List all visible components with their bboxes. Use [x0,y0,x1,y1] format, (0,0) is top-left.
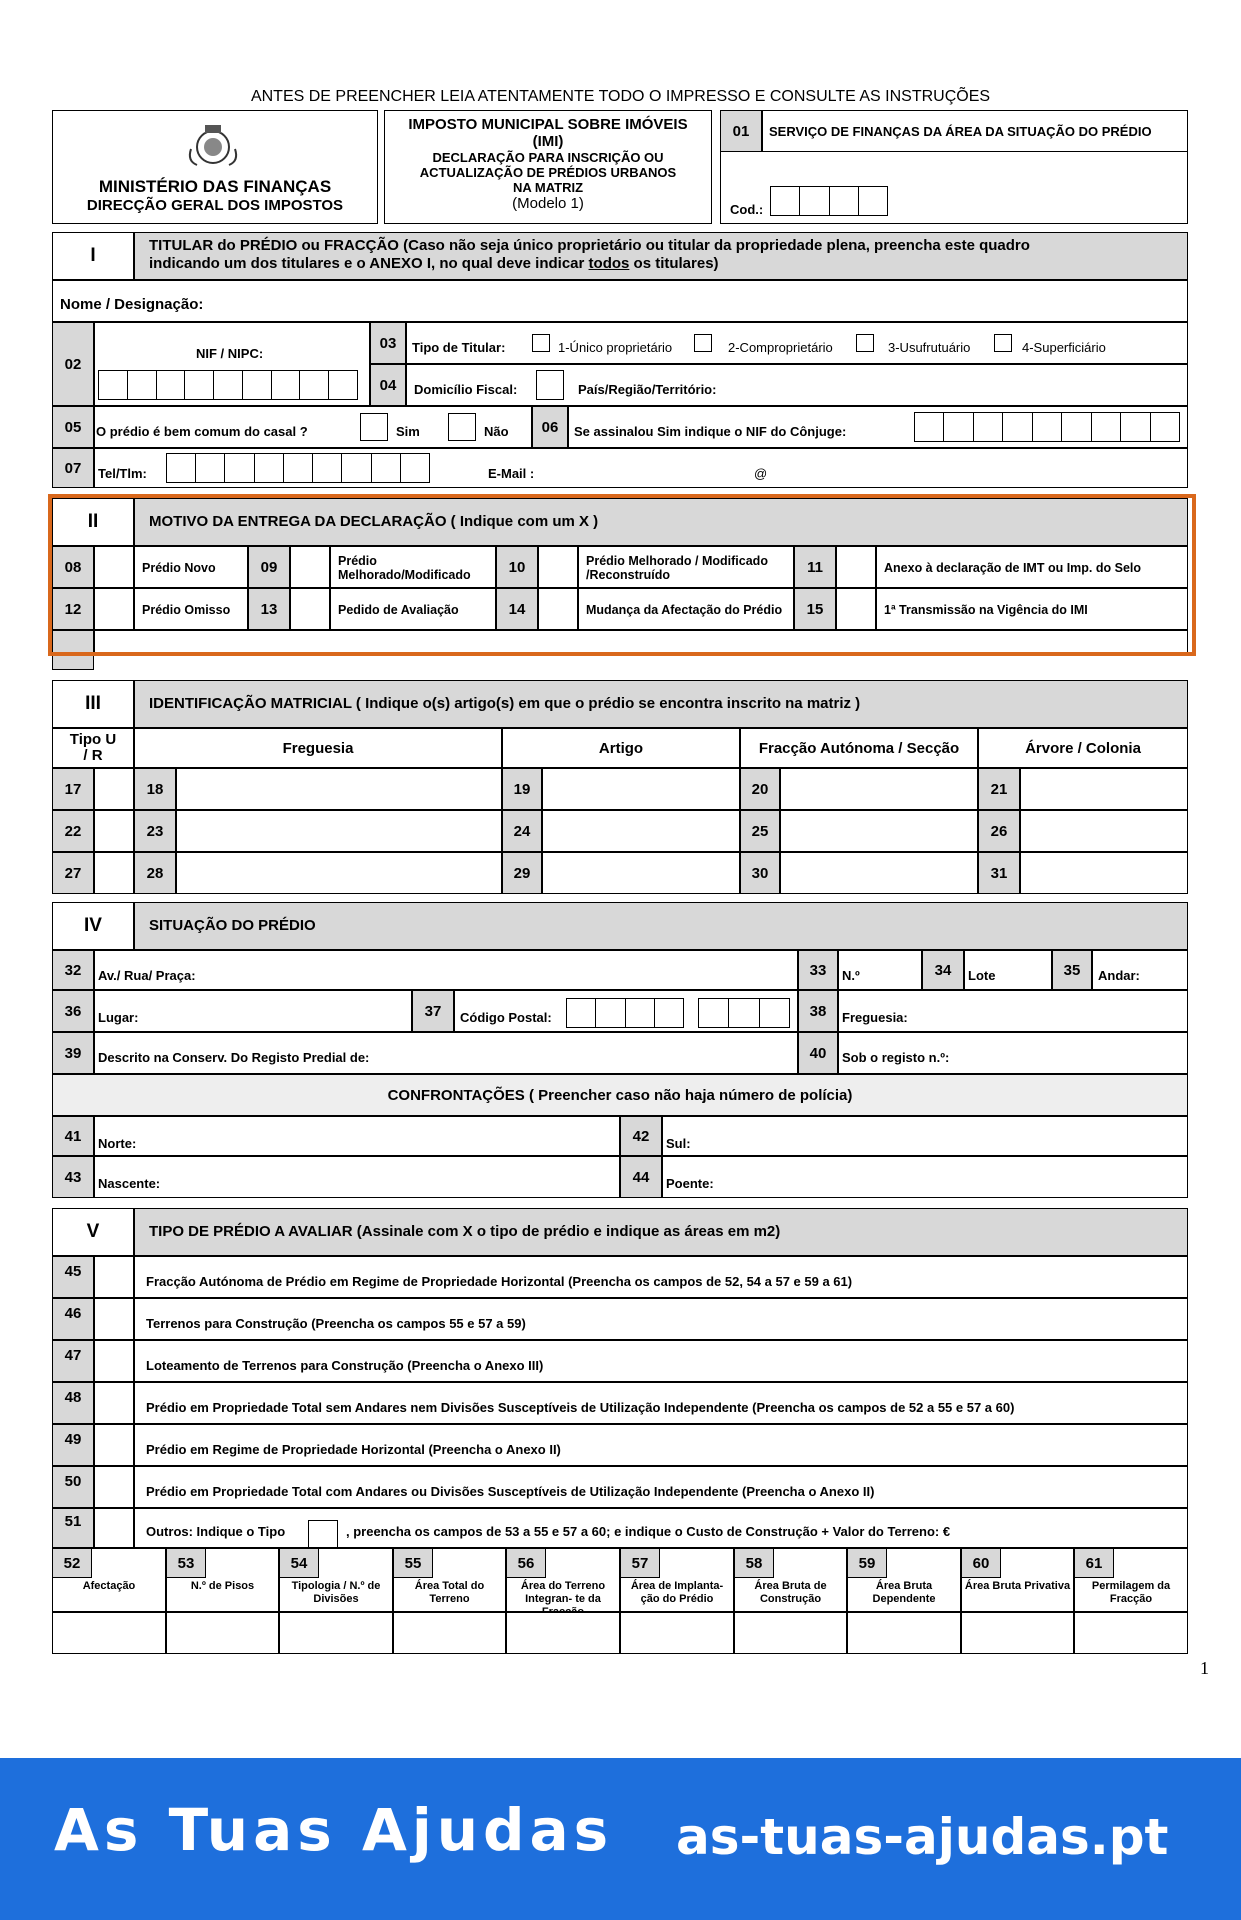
tipo-50-num: 50 [52,1466,94,1508]
footer-url[interactable]: as-tuas-ajudas.pt [676,1808,1169,1866]
area-col-61-input[interactable] [1074,1612,1188,1654]
tipo-49-num: 49 [52,1424,94,1466]
matriz-30-num: 30 [740,852,780,894]
area-col-55-input[interactable] [393,1612,506,1654]
field-40-num: 40 [798,1032,838,1074]
section-i-title [134,232,1188,280]
motivo-11-label: Anexo à declaração de IMT ou Imp. do Selo [884,561,1142,575]
nif-input[interactable] [98,370,358,400]
comum-nao-checkbox[interactable] [448,413,476,441]
area-col-58-label: Área Bruta de Construção [754,1580,827,1605]
field-01-label: SERVIÇO DE FINANÇAS DA ÁREA DA SITUAÇÃO DO PRÉDIO [769,124,1152,139]
motivo-10-label: Prédio Melhorado / Modificado /Reconstruído [586,554,768,582]
imi-line5: NA MATRIZ [512,180,584,195]
nif-label: NIF / NIPC: [196,346,264,361]
coat-of-arms-icon [183,121,243,171]
tipo-49-label: Prédio em Regime de Propriedade Horizontal (Preencha o Anexo II) [146,1442,561,1457]
imi-line4: ACTUALIZAÇÃO DE PRÉDIOS URBANOS [419,165,677,180]
field-51-num: 51 [52,1508,94,1548]
matriz-20-input[interactable] [780,768,978,810]
tipo-47-label: Loteamento de Terrenos para Construção (Preencha o Anexo III) [146,1358,544,1373]
lote-label: Lote [968,968,996,983]
matriz-17-input[interactable] [94,768,134,810]
area-col-54-label: Tipologia / N.º de Divisões [291,1580,381,1605]
section-iii-num: III [52,680,134,728]
area-col-53-input[interactable] [166,1612,279,1654]
matriz-27-input[interactable] [94,852,134,894]
tipo-48-label: Prédio em Propriedade Total sem Andares nem Divisões Susceptíveis de Utilização Independente (Preencha os campos de 52 a 55 e 57 a 60) [146,1400,1015,1415]
footer-banner [0,1758,1241,1920]
area-col-57-input[interactable] [620,1612,734,1654]
imi-title: IMPOSTO MUNICIPAL SOBRE IMÓVEIS [408,116,688,133]
comum-sim-label: Sim [396,424,420,439]
area-col-55-num: 55 [393,1548,433,1578]
matriz-20-num: 20 [740,768,780,810]
comum-nao-label: Não [484,424,509,439]
matriz-25-num: 25 [740,810,780,852]
motivo-11-num: 11 [794,546,836,588]
area-col-60-input[interactable] [961,1612,1074,1654]
motivo-12-num: 12 [52,588,94,630]
matriz-29-num: 29 [502,852,542,894]
matriz-28-num: 28 [134,852,176,894]
conserv-label: Descrito na Conserv. Do Registo Predial de: [98,1050,370,1065]
tipo-50-checkbox[interactable] [94,1466,134,1508]
tipo-47-num: 47 [52,1340,94,1382]
section-i-title-line2c: os titulares) [629,255,719,272]
motivo-10-num: 10 [496,546,538,588]
section-i-title-line1: TITULAR do PRÉDIO ou FRACÇÃO (Caso não seja único proprietário ou titular da propriedade plena, preencha este quadro [149,237,1030,254]
numero-label: N.º [842,968,860,983]
matriz-22-input[interactable] [94,810,134,852]
motivo-12-label: Prédio Omisso [142,603,231,617]
conjuge-label: Se assinalou Sim indique o NIF do Cônjuge: [574,424,847,439]
col-header-fraccao: Fracção Autónoma / Secção [740,728,978,768]
av-rua-label: Av./ Rua/ Praça: [98,968,196,983]
col-header-tipo: Tipo U / R [52,728,134,768]
motivo-09-num: 09 [248,546,290,588]
matriz-19-input[interactable] [542,768,740,810]
matriz-26-input[interactable] [1020,810,1188,852]
email-at-symbol: @ [754,466,768,481]
nome-row[interactable] [52,280,1188,322]
matriz-24-input[interactable] [542,810,740,852]
top-notice: ANTES DE PREENCHER LEIA ATENTAMENTE TODO O IMPRESSO E CONSULTE AS INSTRUÇÕES [250,88,991,105]
tel-input[interactable] [166,453,430,483]
area-col-56-label: Área do Terreno Integran- te da [520,1580,606,1605]
pais-label: País/Região/Território: [578,382,717,397]
area-col-52-num: 52 [52,1548,92,1578]
matriz-18-input[interactable] [176,768,502,810]
area-col-60-num: 60 [961,1548,1001,1578]
ministry-name: MINISTÉRIO DAS FINANÇAS [98,177,332,196]
motivo-08-num: 08 [52,546,94,588]
field-44-num: 44 [620,1156,662,1198]
titular-option-3-label: 3-Usufrutuário [888,340,971,355]
outros-tipo-input[interactable] [308,1520,338,1548]
ministry-dept: DIRECÇÃO GERAL DOS IMPOSTOS [86,197,344,214]
area-col-53-num: 53 [166,1548,206,1578]
imi-model: (Modelo 1) [512,195,584,212]
lugar-label: Lugar: [98,1010,139,1025]
nome-label: Nome / Designação: [60,296,204,313]
tipo-titular-label: Tipo de Titular: [412,340,506,355]
field-39-num: 39 [52,1032,94,1074]
field-37-num: 37 [412,990,454,1032]
andar-label: Andar: [1098,968,1140,983]
motivo-15-label: 1ª Transmissão na Vigência do IMI [884,603,1088,617]
area-col-57-label: Área de Implanta- ção do Prédio [630,1580,724,1605]
section-i-title-todos: todos [588,255,630,272]
area-col-52-label: Afectação [82,1580,136,1592]
field-35-num: 35 [1052,950,1092,990]
conjuge-nif-input[interactable] [914,412,1180,442]
norte-field[interactable] [94,1116,620,1156]
titular-option-3-checkbox[interactable] [856,334,874,352]
field-03-num: 03 [370,322,406,364]
titular-option-2-checkbox[interactable] [694,334,712,352]
footer-brand: As Tuas Ajudas [54,1796,614,1864]
titular-option-1-checkbox[interactable] [532,334,550,352]
section-i-title-line2a: indicando um dos titulares e o ANEXO I, no qual deve indicar [149,255,589,272]
registo-label: Sob o registo n.º: [842,1050,950,1065]
outros-label-b: , preencha os campos de 53 a 55 e 57 a 60; e indique o Custo de Construção + Valor do Terreno: € [346,1524,951,1539]
section-v-num: V [52,1208,134,1256]
field-01-num: 01 [720,110,762,152]
section-iii-title: IDENTIFICAÇÃO MATRICIAL ( Indique o(s) artigo(s) em que o prédio se encontra inscrito na matriz ) [134,680,1188,728]
imi-box [384,110,712,224]
sul-label: Sul: [666,1136,691,1151]
codigo-postal-input-2[interactable] [698,998,790,1028]
area-col-56-num: 56 [506,1548,546,1578]
tipo-48-checkbox[interactable] [94,1382,134,1424]
domicilio-row [406,364,1188,406]
tel-label: Tel/Tlm: [98,466,147,481]
tipo-47-checkbox[interactable] [94,1340,134,1382]
matriz-17-num: 17 [52,768,94,810]
page-number: 1 [1200,1658,1209,1678]
section-iv-num: IV [52,902,134,950]
section-ii-num: II [52,498,134,546]
titular-option-2-label: 2-Comproprietário [728,340,833,355]
nascente-field[interactable] [94,1156,620,1198]
cod-input[interactable] [770,186,888,216]
motivo-13-num: 13 [248,588,290,630]
matriz-30-input[interactable] [780,852,978,894]
outros-label-a: Outros: Indique o Tipo [146,1524,286,1539]
area-col-58-num: 58 [734,1548,774,1578]
matriz-23-num: 23 [134,810,176,852]
field-07-num: 07 [52,448,94,488]
matriz-25-input[interactable] [780,810,978,852]
norte-label: Norte: [98,1136,137,1151]
nascente-label: Nascente: [98,1176,161,1191]
area-col-55-label: Área Total do Terreno [414,1580,485,1605]
matriz-19-num: 19 [502,768,542,810]
area-col-54-num: 54 [279,1548,319,1578]
ministry-box [52,110,378,224]
matriz-18-num: 18 [134,768,176,810]
comum-label: O prédio é bem comum do casal ? [96,424,308,439]
motivo-15-num: 15 [794,588,836,630]
titular-option-4-label: 4-Superficiário [1022,340,1106,355]
field-05-num: 05 [52,406,94,448]
titular-option-1-label: 1-Único proprietário [558,340,673,355]
field-38-num: 38 [798,990,838,1032]
motivo-14-num: 14 [496,588,538,630]
sul-field[interactable] [662,1116,1188,1156]
matriz-31-num: 31 [978,852,1020,894]
matriz-31-input[interactable] [1020,852,1188,894]
field-04-num: 04 [370,364,406,406]
domicilio-label: Domicílio Fiscal: [414,382,518,397]
comum-sim-checkbox[interactable] [360,413,388,441]
tipo-46-checkbox[interactable] [94,1298,134,1340]
matriz-21-num: 21 [978,768,1020,810]
motivo-14-label: Mudança da Afectação do Prédio [586,603,783,617]
section-iv-title: SITUAÇÃO DO PRÉDIO [134,902,1188,950]
field-41-num: 41 [52,1116,94,1156]
matriz-29-input[interactable] [542,852,740,894]
area-col-54-input[interactable] [279,1612,393,1654]
poente-field[interactable] [662,1156,1188,1198]
av-rua-field[interactable] [94,950,798,990]
col-header-freguesia: Freguesia [134,728,502,768]
motivo-09-label: Prédio Melhorado/Modificado [338,554,471,582]
area-col-52-input[interactable] [52,1612,166,1654]
col-header-arvore: Árvore / Colonia [978,728,1188,768]
field-42-num: 42 [620,1116,662,1156]
matriz-27-num: 27 [52,852,94,894]
field-36-num: 36 [52,990,94,1032]
tipo-45-label: Fracção Autónoma de Prédio em Regime de Propriedade Horizontal (Preencha os campos de 52, 54 a 57 e 59 a 61) [146,1274,853,1289]
confrontacoes-title: CONFRONTAÇÕES ( Preencher caso não haja número de polícia) [52,1074,1188,1116]
matriz-23-input[interactable] [176,810,502,852]
area-col-58-input[interactable] [734,1612,847,1654]
area-col-61-num: 61 [1074,1548,1114,1578]
area-col-59-label: Área Bruta Dependente [872,1580,936,1605]
freguesia-label: Freguesia: [842,1010,908,1025]
section-i-num: I [52,232,134,280]
area-col-60-label: Área Bruta Privativa [964,1580,1071,1592]
matriz-24-num: 24 [502,810,542,852]
codigo-postal-label: Código Postal: [460,1010,552,1025]
tipo-50-label: Prédio em Propriedade Total com Andares ou Divisões Susceptíveis de Utilização Independente (Preencha o Anexo II) [146,1484,875,1499]
tipo-45-checkbox[interactable] [94,1256,134,1298]
imi-abbr: (IMI) [532,133,564,150]
matriz-26-num: 26 [978,810,1020,852]
field-02-num: 02 [52,322,94,406]
area-col-61-label: Permilagem da Fracção [1091,1580,1171,1605]
field-06-num: 06 [532,406,568,448]
col-header-artigo: Artigo [502,728,740,768]
codigo-postal-input-1[interactable] [566,998,684,1028]
lugar-field[interactable] [94,990,412,1032]
domicilio-input[interactable] [536,370,564,400]
tipo-45-num: 45 [52,1256,94,1298]
matriz-21-input[interactable] [1020,768,1188,810]
area-col-59-input[interactable] [847,1612,961,1654]
field-34-num: 34 [922,950,964,990]
field-32-num: 32 [52,950,94,990]
imi-line3: DECLARAÇÃO PARA INSCRIÇÃO OU [432,150,664,165]
titular-option-4-checkbox[interactable] [994,334,1012,352]
email-label: E-Mail : [488,466,535,481]
field-33-num: 33 [798,950,838,990]
section-ii-highlight [48,494,1196,656]
field-43-num: 43 [52,1156,94,1198]
area-col-57-num: 57 [620,1548,660,1578]
cod-label: Cod.: [730,202,764,217]
area-col-56-input[interactable] [506,1612,620,1654]
area-col-59-num: 59 [847,1548,887,1578]
tipo-46-label: Terrenos para Construção (Preencha os campos 55 e 57 a 59) [146,1316,526,1331]
matriz-28-input[interactable] [176,852,502,894]
poente-label: Poente: [666,1176,714,1191]
section-ii-title: MOTIVO DA ENTREGA DA DECLARAÇÃO ( Indique com um X ) [134,498,1188,546]
motivo-08-label: Prédio Novo [142,561,216,575]
tipo-48-num: 48 [52,1382,94,1424]
field-51-check[interactable] [94,1508,134,1548]
matriz-22-num: 22 [52,810,94,852]
tipo-49-checkbox[interactable] [94,1424,134,1466]
tipo-46-num: 46 [52,1298,94,1340]
section-v-title: TIPO DE PRÉDIO A AVALIAR (Assinale com X o tipo de prédio e indique as áreas em m2) [134,1208,1188,1256]
motivo-13-label: Pedido de Avaliação [338,603,459,617]
area-col-53-label: N.º de Pisos [190,1580,255,1592]
